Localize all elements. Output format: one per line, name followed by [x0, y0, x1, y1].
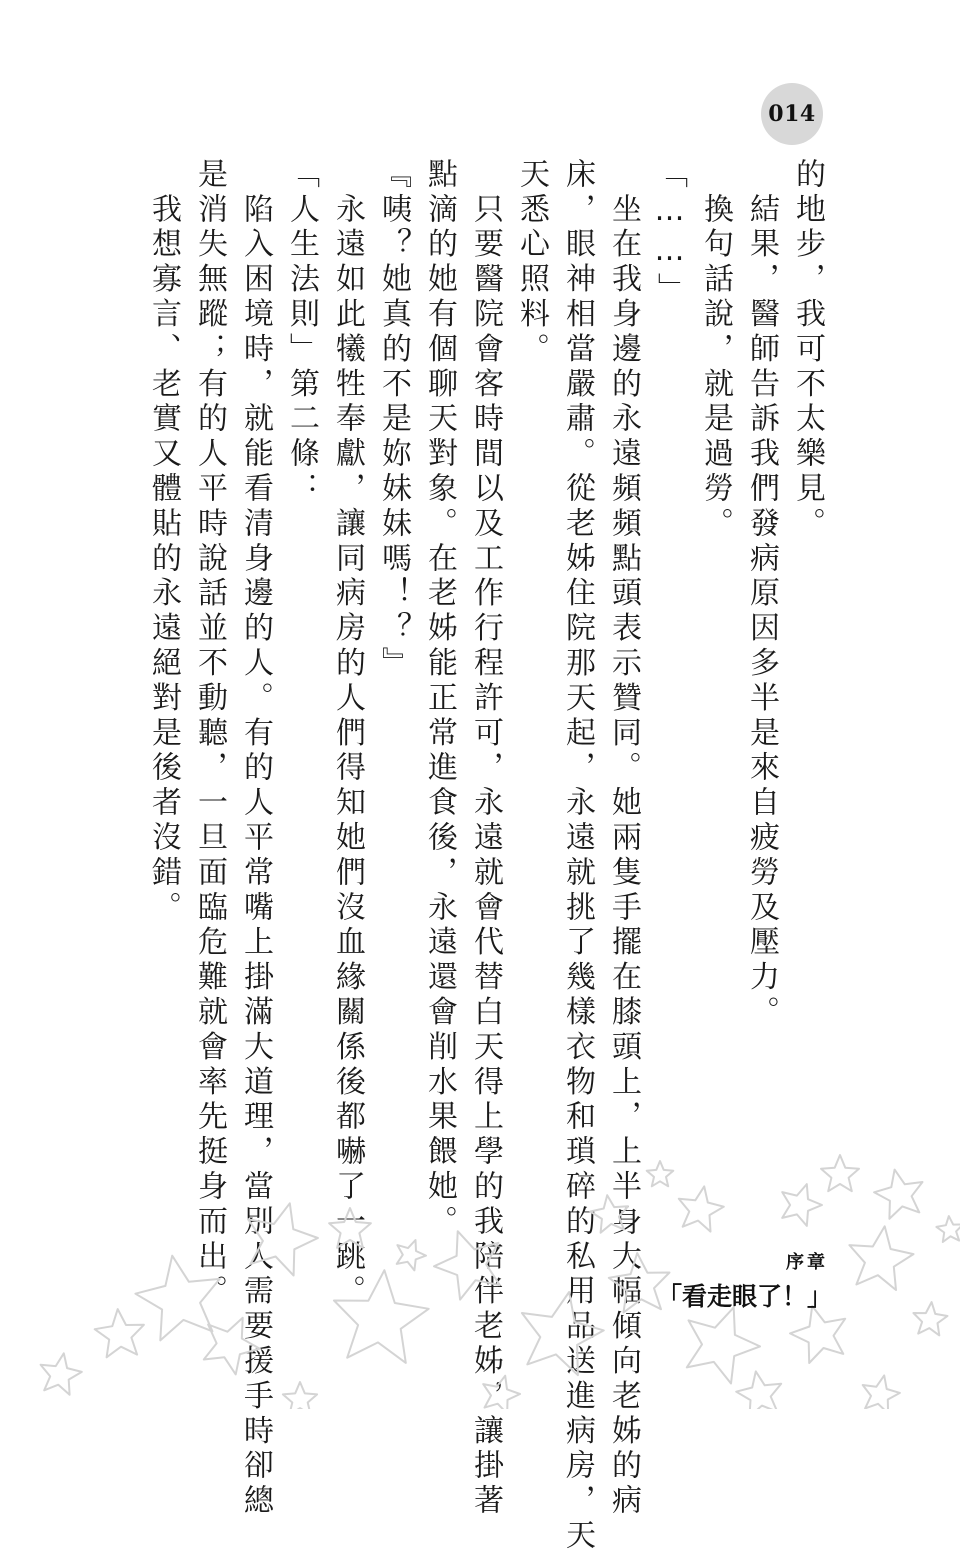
text-column-4: 「……」	[652, 158, 687, 308]
text-column-15: 我想寡言、老實又體貼的永遠絕對是後者沒錯。	[146, 158, 181, 926]
text-column-3: 換句話說，就是過勞。	[698, 158, 733, 542]
star-icon	[936, 1216, 960, 1242]
text-column-13: 陷入困境時，就能看清身邊的人。有的人平常嘴上掛滿大道理，當別人需要援手時卻總	[238, 158, 273, 1520]
text-column-12: 「人生法則」第二條：	[284, 158, 319, 507]
star-icon	[687, 1307, 760, 1383]
star-icon	[95, 1309, 144, 1357]
text-column-11: 永遠如此犧牲奉獻，讓同病房的人們得知她們沒血緣關係後都嚇了一跳。	[330, 158, 365, 1310]
chapter-title: 「看走眼了！」	[656, 1282, 832, 1311]
star-icon	[647, 1161, 674, 1186]
star-icon	[736, 1371, 781, 1409]
text-column-1: 的地步，我可不太樂見。	[790, 158, 825, 542]
star-icon	[679, 1186, 724, 1231]
star-icon	[782, 1184, 822, 1226]
star-icon	[821, 1155, 859, 1191]
star-icon	[790, 1306, 845, 1363]
star-icon	[283, 1382, 317, 1409]
star-icon	[863, 1375, 900, 1409]
chapter-label: 序章	[786, 1252, 828, 1273]
page-number-badge	[761, 83, 823, 145]
text-column-5: 坐在我身邊的永遠頻頻點頭表示贊同。她兩隻手擺在膝頭上，上半身大幅傾向老姊的病	[606, 158, 641, 1520]
text-column-7: 天悉心照料。	[514, 158, 549, 368]
page-number: 014	[768, 101, 816, 127]
text-column-9: 點滴的她有個聊天對象。在老姊能正常進食後，永遠還會削水果餵她。	[422, 158, 457, 1240]
star-icon	[397, 1240, 426, 1270]
text-column-14: 是消失無蹤；有的人平時說話並不動聽，一旦面臨危難就會率先挺身而出。	[192, 158, 227, 1310]
star-icon	[849, 1226, 913, 1290]
text-column-8: 只要醫院會客時間以及工作行程許可，永遠就會代替白天得上學的我陪伴老姊，讓掛著	[468, 158, 503, 1520]
star-icon	[874, 1170, 922, 1219]
star-icon	[913, 1302, 947, 1335]
star-icon	[41, 1353, 82, 1395]
text-column-10: 『咦？她真的不是妳妹妹嗎！？』	[376, 158, 411, 682]
text-column-2: 結果，醫師告訴我們發病原因多半是來自疲勞及壓力。	[744, 158, 779, 1031]
text-column-6: 床，眼神相當嚴肅。從老姊住院那天起，永遠就挑了幾樣衣物和瑣碎的私用品送進病房，天	[560, 158, 595, 1554]
